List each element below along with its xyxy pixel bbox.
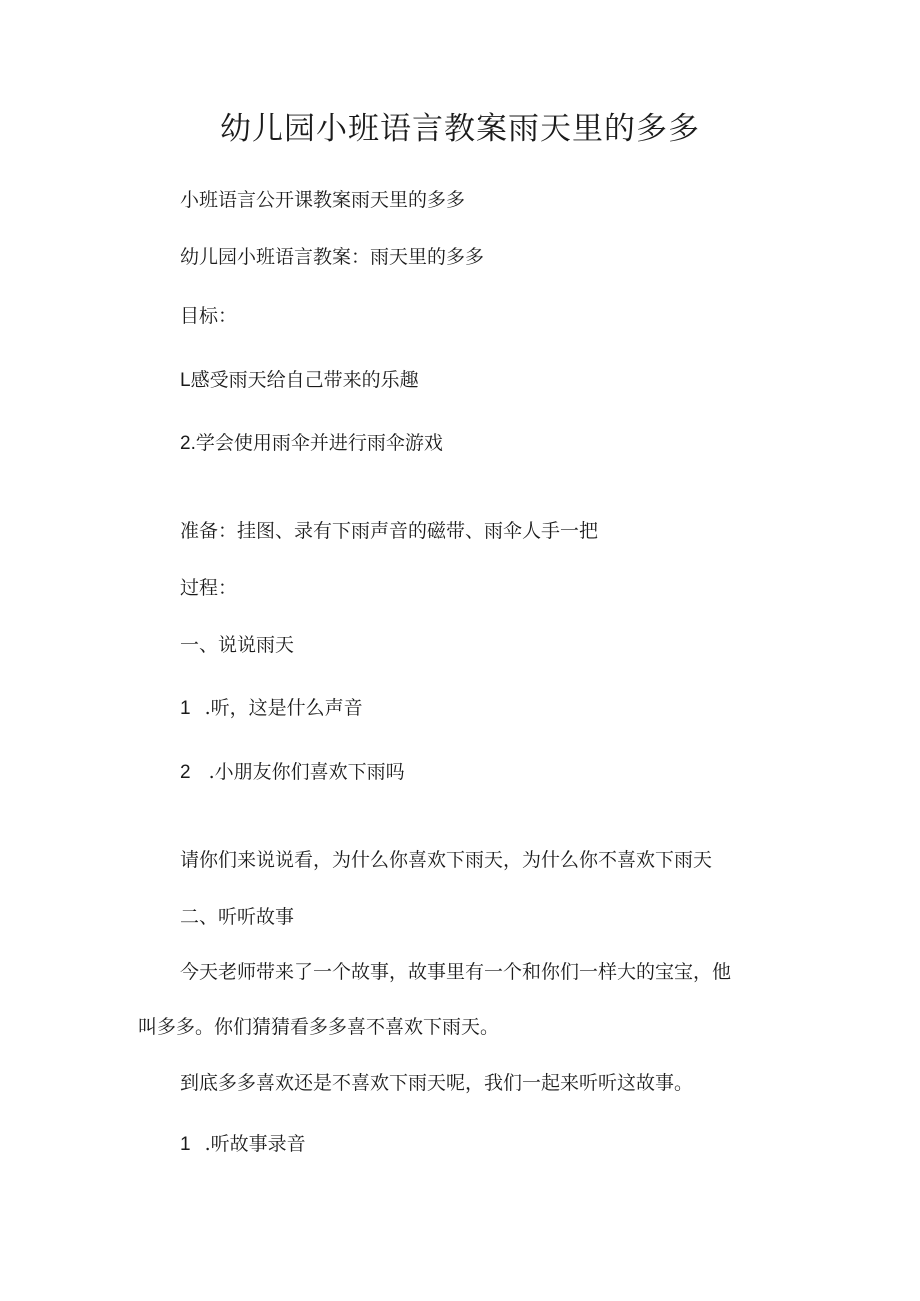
step-2-1 <box>180 1130 306 1159</box>
step-1-1 <box>180 694 363 723</box>
document-title: 幼儿园小班语言教案雨天里的多多 <box>220 111 700 147</box>
section-2-heading: 二、听听故事 <box>180 906 295 928</box>
step-2-1-number: 1 <box>180 1134 191 1155</box>
goal-1-text: 感受雨天给自己带来的乐趣 <box>190 369 419 391</box>
heading-line: 幼儿园小班语言教案：雨天里的多多 <box>180 246 485 268</box>
step-1-1-text: .听，这是什么声音 <box>204 697 363 719</box>
story-intro-line-1: 今天老师带来了一个故事，故事里有一个和你们一样大的宝宝，他 <box>180 961 732 983</box>
goal-item-2 <box>180 429 443 458</box>
step-1-1-number: 1 <box>180 698 191 719</box>
goal-2-text: 学会使用雨伞并进行雨伞游戏 <box>195 432 443 454</box>
step-1-2 <box>180 758 405 787</box>
section-1-heading: 一、说说雨天 <box>180 634 295 656</box>
step-1-2-number: 2 <box>180 762 191 783</box>
preparation-line: 准备：挂图、录有下雨声音的磁带、雨伞人手一把 <box>180 520 599 542</box>
goal-item-1 <box>180 366 419 395</box>
process-label: 过程： <box>180 577 238 599</box>
story-intro-line-2: 叫多多。你们猜猜看多多喜不喜欢下雨天。 <box>138 1016 500 1038</box>
goal-1-number: L <box>180 370 191 391</box>
step-2-1-text: .听故事录音 <box>204 1133 306 1155</box>
goals-label: 目标： <box>180 305 238 327</box>
goal-2-number: 2. <box>180 433 196 454</box>
discussion-line: 请你们来说说看，为什么你喜欢下雨天，为什么你不喜欢下雨天 <box>180 849 713 871</box>
story-question-line: 到底多多喜欢还是不喜欢下雨天呢，我们一起来听听这故事。 <box>180 1072 694 1094</box>
subtitle: 小班语言公开课教案雨天里的多多 <box>180 189 466 211</box>
step-1-2-text: .小朋友你们喜欢下雨吗 <box>208 761 405 783</box>
